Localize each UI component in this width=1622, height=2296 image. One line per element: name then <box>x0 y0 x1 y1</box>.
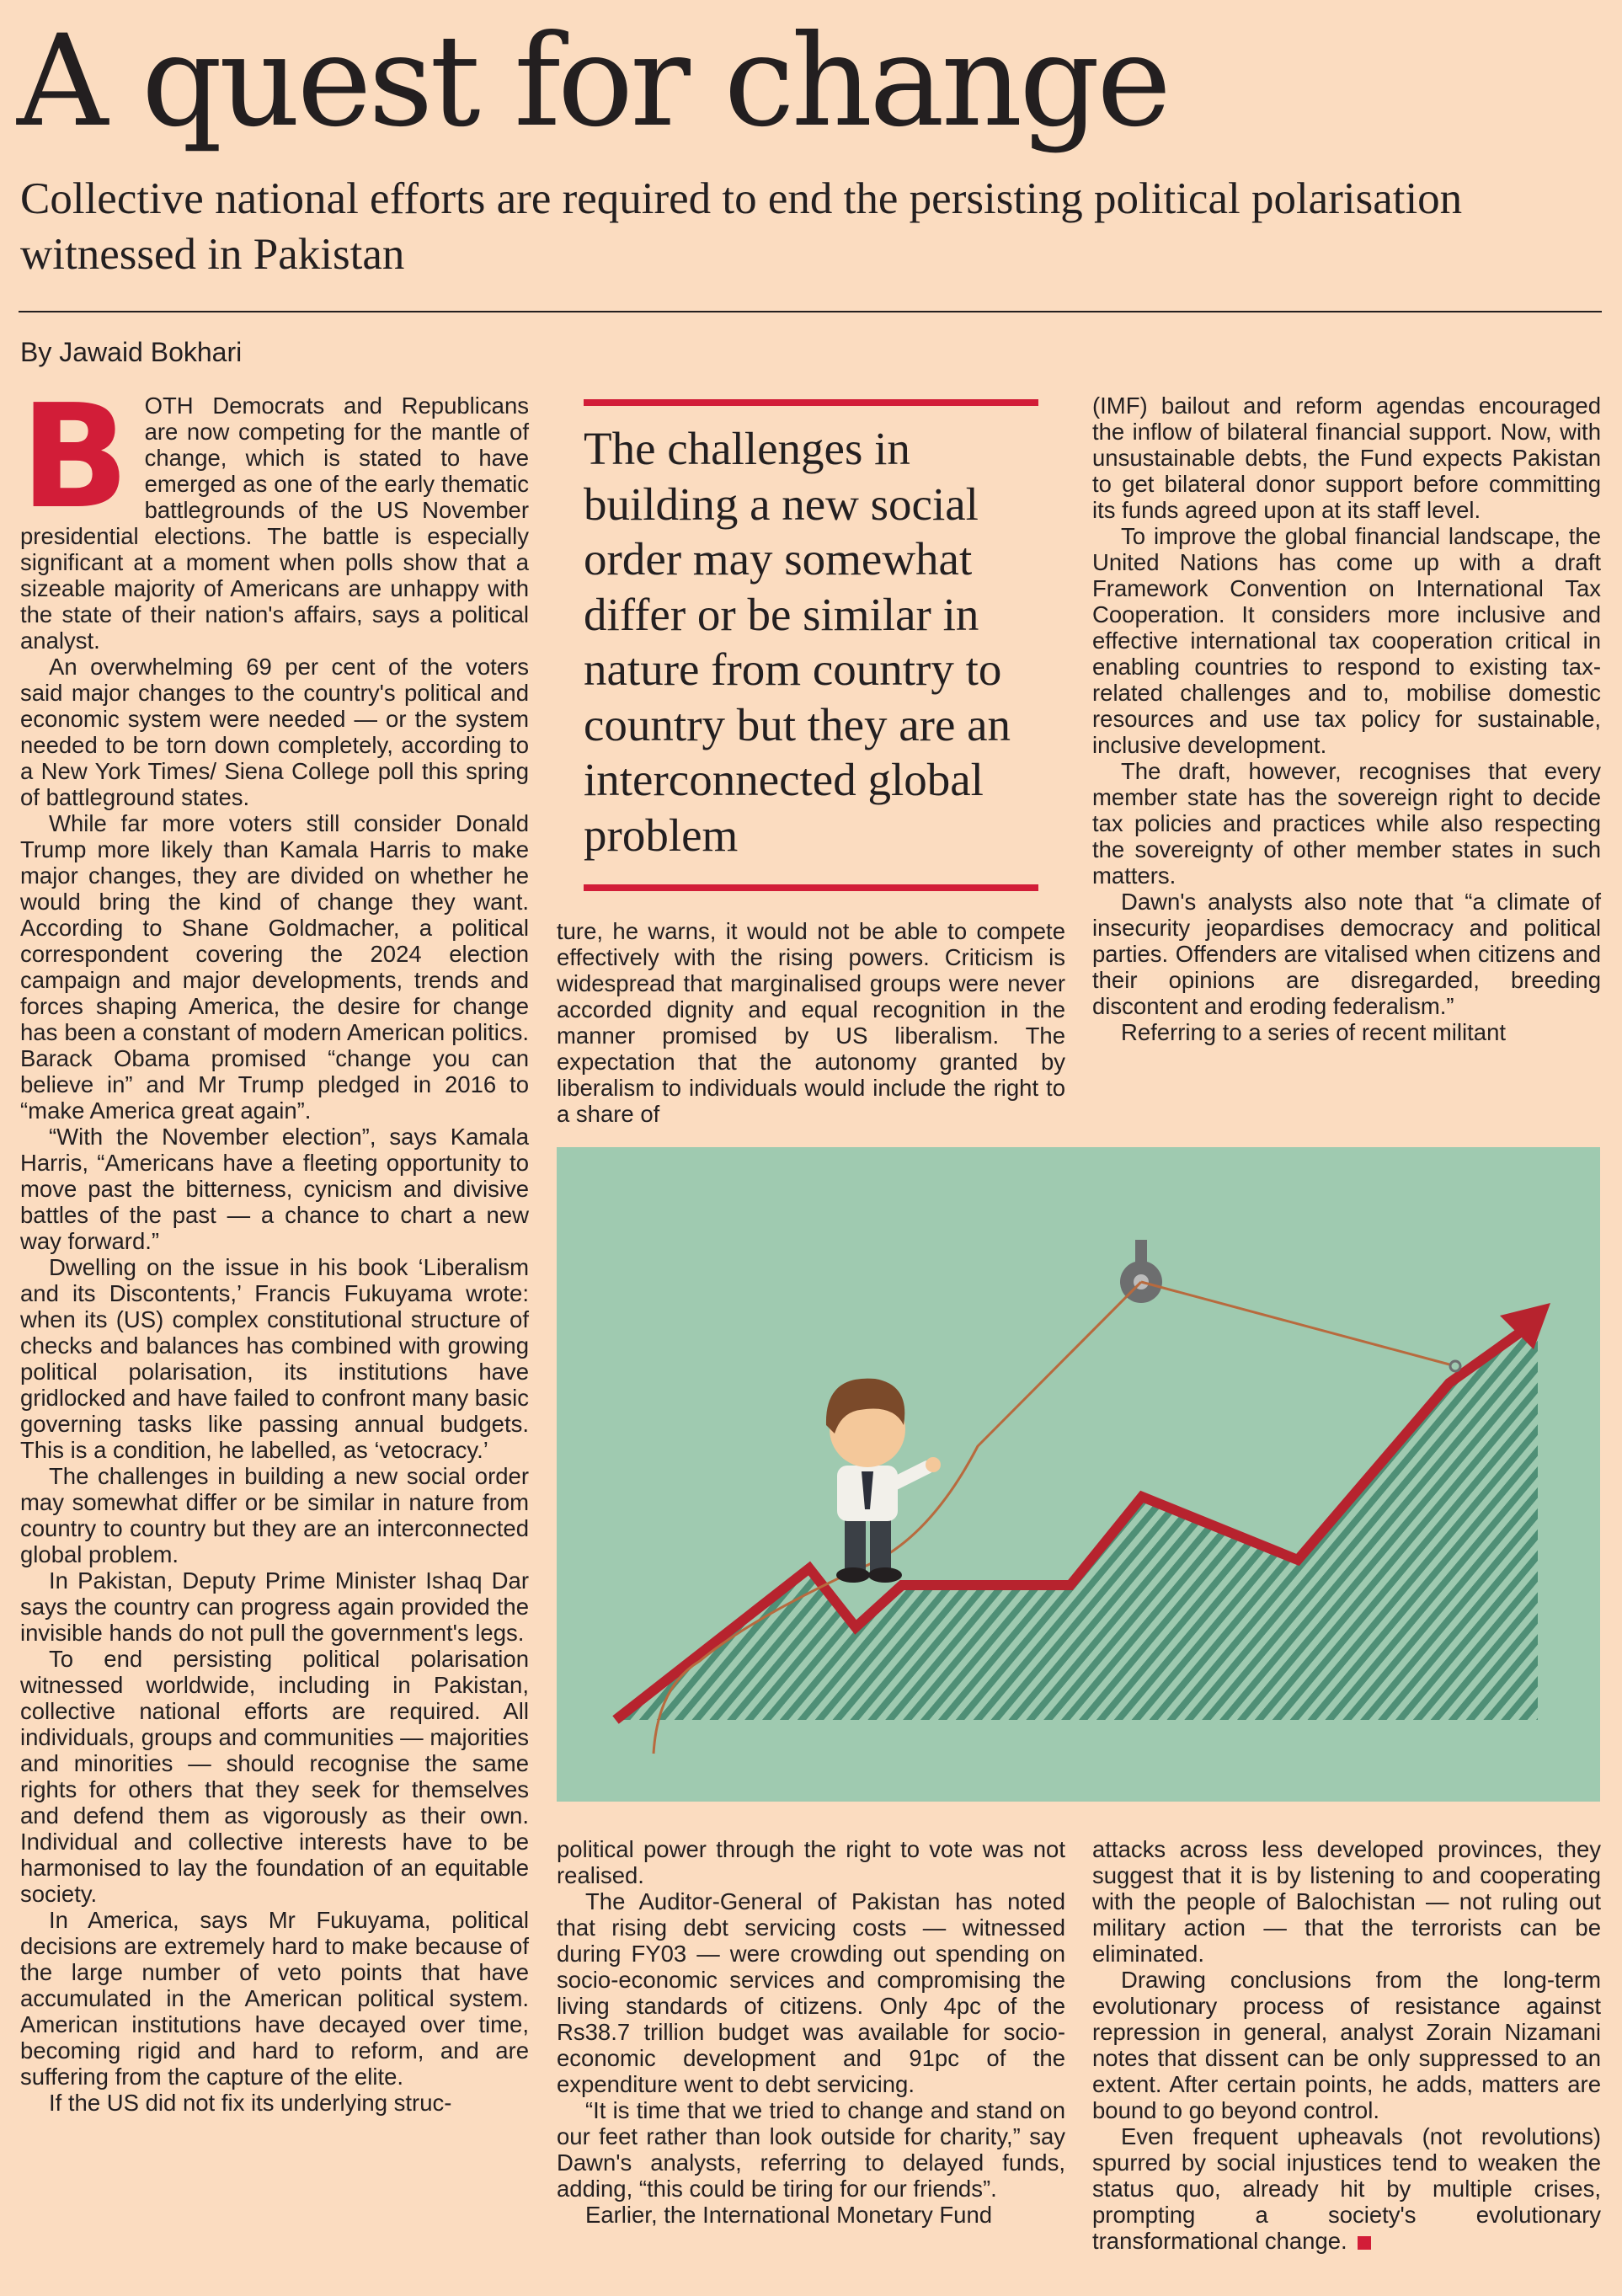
paragraph: Dawn's analysts also note that “a climate of insecurity jeopardises democracy and political parties. Offenders are vitalised when citizens and their opinions are disregarded, breeding discontent and eroding federalism.” <box>1092 889 1601 1019</box>
paragraph: To end persisting political polarisation witnessed worldwide, including in Pakistan, collective national efforts are required. All individuals, groups and communities — majorities and minorities — should recognise the same rights for others that they seek for themselves and defend them as vigorously as their own. Individual and collective interests have to be harmonised to lay the foundation of an equitable society. <box>20 1646 529 1907</box>
paragraph: OTH Democrats and Republicans are now competing for the mantle of change, which is stated to have emerged as one of the early thematic battlegrounds of the US November presidential elections. The battle is especially significant at a moment when polls show that a sizeable majority of Americans are unhappy with the state of their nation's affairs, says a political analyst. <box>20 392 529 654</box>
paragraph: The Auditor-General of Pakistan has noted that rising debt servicing costs — witnessed during FY03 — were crowding out spending on socio-economic services and compromising the living standards of citizens. Only 4pc of the Rs38.7 trillion budget was available for socio-economic development and 91pc of the expenditure went to debt servicing. <box>557 1888 1065 2097</box>
rising-chart-illustration <box>557 1147 1600 1802</box>
article-column-2-bottom <box>557 1836 1065 2228</box>
byline: By Jawaid Bokhari <box>20 337 243 367</box>
paragraph: While far more voters still consider Donald Trump more likely than Kamala Harris to make major changes, they are divided on whether he would bring the kind of change they want. According to Shane Goldmacher, a political correspondent covering the 2024 election campaign and major developments, trends and forces shaping America, the desire for change has been a constant of modern American politics. Barack Obama promised “change you can believe in” and Mr Trump pledged in 2016 to “make America great again”. <box>20 810 529 1124</box>
header-divider <box>19 311 1602 312</box>
paragraph: “It is time that we tried to change and stand on our feet rather than look outside for charity,” say Dawn's analysts, referring to delayed funds, adding, “this could be tiring for our friends”. <box>557 2097 1065 2202</box>
article-column-3-bottom <box>1092 1836 1601 2254</box>
paragraph: attacks across less developed provinces, they suggest that it is by listening to and cooperating with the people of Balochistan — not ruling out military action — that the terrorists can be eliminated. <box>1092 1836 1601 1967</box>
paragraph: political power through the right to vote was not realised. <box>557 1836 1065 1888</box>
paragraph: Drawing conclusions from the long-term evolutionary process of resistance against repression in general, analyst Zorain Nizamani notes that dissent can be only suppressed to an extent. After certain points, he adds, matters are bound to go beyond control. <box>1092 1967 1601 2123</box>
paragraph: An overwhelming 69 per cent of the voters said major changes to the country's political and economic system were needed — or the system needed to be torn down completely, according to a New York Times/ Siena College poll this spring of battleground states. <box>20 654 529 810</box>
subheadline: Collective national efforts are required to end the persisting political polarisation witnessed in Pakistan <box>20 174 1463 279</box>
paragraph: Referring to a series of recent militant <box>1121 1019 1506 1045</box>
article-column-2-top <box>557 918 1065 1127</box>
pull-quote-top-rule <box>584 399 1038 406</box>
paragraph: (IMF) bailout and reform agendas encouraged the inflow of bilateral financial support. Now, with unsustainable debts, the Fund expects Pakistan to get bilateral donor support before committing its funds agreed upon at its staff level. <box>1092 392 1601 523</box>
paragraph: If the US did not fix its underlying struc- <box>49 2090 452 2116</box>
paragraph: Dwelling on the issue in his book ‘Liberalism and its Discontents,’ Francis Fukuyama wrote: when its (US) complex constitutional structure of checks and balances has combined with growing political polarisation, its institutions have gridlocked and have failed to confront many basic governing tasks like passing annual budgets. This is a condition, he labelled, as ‘vetocracy.’ <box>20 1254 529 1463</box>
paragraph: The draft, however, recognises that every member state has the sovereign right to decide tax policies and practices while also respecting the sovereignty of other member states in such matters. <box>1092 758 1601 889</box>
paragraph: Earlier, the International Monetary Fund <box>585 2202 993 2228</box>
paragraph: In Pakistan, Deputy Prime Minister Ishaq Dar says the country can progress again provided the invisible hands do not pull the government's legs. <box>20 1567 529 1646</box>
headline: A quest for change <box>17 8 1168 155</box>
paragraph: The challenges in building a new social order may somewhat differ or be similar in nature from country to country but they are an interconnected global problem. <box>20 1463 529 1567</box>
paragraph: To improve the global financial landscape, the United Nations has come up with a draft Framework Convention on International Tax Cooperation. It considers more inclusive and effective international tax cooperation critical in enabling countries to respond to existing tax-related challenges and to, mobilise domestic resources and use tax policy for sustainable, inclusive development. <box>1092 523 1601 758</box>
article-column-3-top <box>1092 392 1601 1045</box>
paragraph <box>1092 2123 1601 2254</box>
drop-cap: B <box>20 374 130 541</box>
paragraph: ture, he warns, it would not be able to compete effectively with the rising powers. Criticism is widespread that marginalised groups were never accorded dignity and equal recognition in the manner promised by US liberalism. The expectation that the autonomy granted by liberalism to individuals would include the right to a share of <box>557 918 1065 1127</box>
end-of-article-mark <box>1358 2236 1371 2250</box>
paragraph: In America, says Mr Fukuyama, political decisions are extremely hard to make because of the large number of veto points that have accumulated in the American political system. American institutions have decayed over time, becoming rigid and hard to reform, and are suffering from the capture of the elite. <box>20 1907 529 2090</box>
paragraph-text: Even frequent upheavals (not revolutions) spurred by social injustices tend to weaken the status quo, already hit by multiple crises, prompting a society's evolutionary transformational change. <box>1092 2123 1601 2254</box>
pull-quote: The challenges in building a new social order may somewhat differ or be similar in nature from country to country but they are an interconnected global problem <box>584 423 1011 861</box>
paragraph: “With the November election”, says Kamala Harris, “Americans have a fleeting opportunity to move past the bitterness, cynicism and divisive battles of the past — a chance to chart a new way forward.” <box>20 1124 529 1254</box>
pull-quote-bottom-rule <box>584 884 1038 891</box>
article-column-1 <box>20 374 529 2116</box>
